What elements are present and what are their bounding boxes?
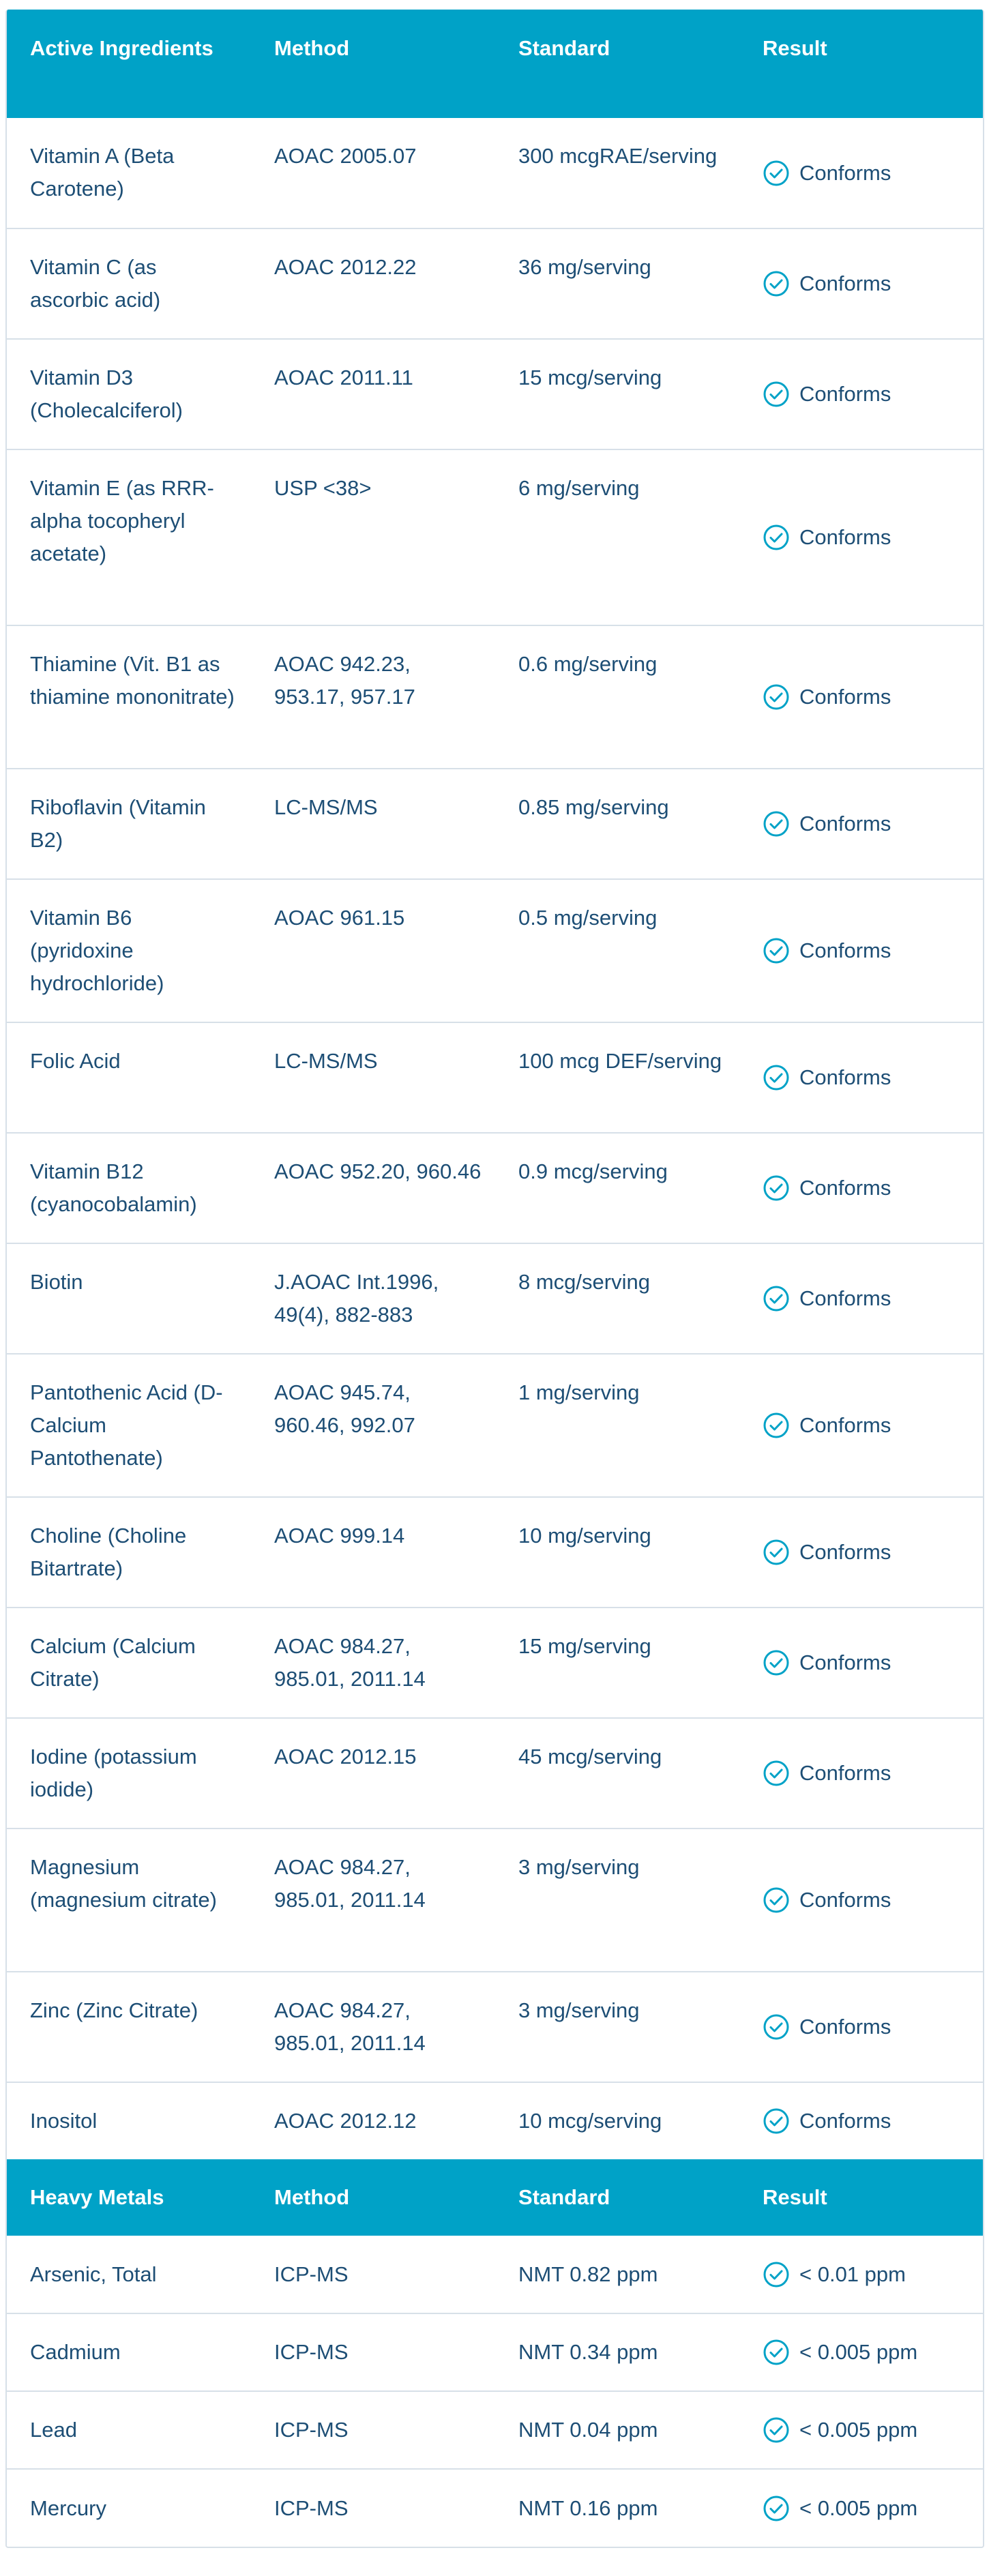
result-value bbox=[763, 1172, 972, 1204]
table-row bbox=[7, 2082, 984, 2159]
result-text: Conforms bbox=[799, 525, 891, 549]
ingredient-name: Folic Acid bbox=[7, 1022, 251, 1133]
ingredient-name: Arsenic, Total bbox=[30, 2262, 157, 2286]
ingredient-name: Vitamin A (Beta Carotene) bbox=[30, 144, 175, 201]
method-cell: LC-MS/MS bbox=[251, 1022, 495, 1133]
result-text: < 0.005 ppm bbox=[799, 2496, 918, 2520]
result-cell bbox=[739, 2082, 984, 2159]
result-value bbox=[763, 2105, 972, 2137]
check-circle-icon bbox=[763, 1649, 790, 1676]
ingredient-name: Vitamin B6 (pyridoxine hydrochloride) bbox=[7, 879, 251, 1022]
result-value bbox=[763, 1061, 972, 1094]
result-cell bbox=[739, 1608, 984, 1718]
table-row bbox=[7, 1243, 984, 1354]
check-circle-icon bbox=[763, 2107, 790, 2135]
result-cell bbox=[739, 1497, 984, 1608]
header-method: Method bbox=[251, 2159, 495, 2236]
result-cell bbox=[739, 879, 984, 1022]
result-cell bbox=[739, 2313, 984, 2391]
result-value bbox=[763, 2492, 972, 2525]
result-cell bbox=[739, 1354, 984, 1497]
result-text: Conforms bbox=[799, 1413, 891, 1437]
table-row bbox=[7, 1829, 984, 1972]
result-text: Conforms bbox=[799, 382, 891, 406]
ingredient-name: Cadmium bbox=[7, 2313, 251, 2391]
check-circle-icon bbox=[763, 1064, 790, 1091]
method-cell: AOAC 984.27, 985.01, 2011.14 bbox=[251, 1608, 495, 1718]
check-circle-icon bbox=[763, 937, 790, 964]
standard-cell: 0.5 mg/serving bbox=[495, 879, 739, 1022]
ingredient-name: Magnesium (magnesium citrate) bbox=[7, 1829, 251, 1972]
result-text: Conforms bbox=[799, 2015, 891, 2039]
result-cell bbox=[739, 1972, 984, 2082]
ingredient-name: Thiamine (Vit. B1 as thiamine mononitrate) bbox=[7, 625, 251, 769]
method-cell: ICP-MS bbox=[251, 2469, 495, 2547]
check-circle-icon bbox=[763, 2495, 790, 2522]
standard-cell: 0.85 mg/serving bbox=[495, 769, 739, 879]
result-value bbox=[763, 2336, 972, 2369]
result-value bbox=[763, 1409, 972, 1442]
standard-cell: NMT 0.34 ppm bbox=[495, 2313, 739, 2391]
method-cell: AOAC 2005.07 bbox=[274, 144, 417, 168]
result-value bbox=[763, 2258, 972, 2291]
method-cell: USP <38> bbox=[251, 449, 495, 625]
method-cell: ICP-MS bbox=[251, 2313, 495, 2391]
check-circle-icon bbox=[763, 1285, 790, 1312]
result-cell bbox=[739, 625, 984, 769]
standard-cell: 45 mcg/serving bbox=[495, 1718, 739, 1829]
result-text: Conforms bbox=[799, 1540, 891, 1564]
result-value bbox=[763, 521, 972, 554]
result-cell bbox=[739, 1022, 984, 1133]
method-cell: AOAC 984.27, 985.01, 2011.14 bbox=[251, 1972, 495, 2082]
table-row bbox=[7, 1718, 984, 1829]
standard-cell: 15 mg/serving bbox=[495, 1608, 739, 1718]
check-circle-icon bbox=[763, 1886, 790, 1914]
check-circle-icon bbox=[763, 683, 790, 711]
header-result: Result bbox=[739, 10, 984, 118]
standard-cell: 3 mg/serving bbox=[495, 1972, 739, 2082]
method-cell: AOAC 2012.15 bbox=[251, 1718, 495, 1829]
header-active-ingredients: Active Ingredients bbox=[7, 10, 251, 118]
check-circle-icon bbox=[763, 524, 790, 551]
result-value bbox=[763, 1536, 972, 1569]
result-text: < 0.005 ppm bbox=[799, 2340, 918, 2364]
check-circle-icon bbox=[763, 1539, 790, 1566]
check-circle-icon bbox=[763, 270, 790, 297]
result-cell bbox=[739, 118, 984, 228]
result-cell bbox=[739, 1829, 984, 1972]
ingredient-name: Vitamin C (as ascorbic acid) bbox=[7, 228, 251, 339]
result-cell bbox=[739, 769, 984, 879]
result-text: Conforms bbox=[799, 1650, 891, 1674]
result-text: Conforms bbox=[799, 812, 891, 835]
table-row bbox=[7, 2313, 984, 2391]
method-cell: AOAC 942.23, 953.17, 957.17 bbox=[251, 625, 495, 769]
table-row bbox=[7, 1022, 984, 1133]
standard-cell: 6 mg/serving bbox=[495, 449, 739, 625]
header-heavy-metals: Heavy Metals bbox=[7, 2159, 251, 2236]
result-value bbox=[763, 681, 972, 713]
table-row bbox=[7, 339, 984, 449]
result-cell bbox=[739, 2236, 984, 2313]
standard-cell: 100 mcg DEF/serving bbox=[495, 1022, 739, 1133]
check-circle-icon bbox=[763, 381, 790, 408]
method-cell: J.AOAC Int.1996, 49(4), 882-883 bbox=[251, 1243, 495, 1354]
standard-cell: 0.9 mcg/serving bbox=[495, 1133, 739, 1243]
ingredient-name: Vitamin B12 (cyanocobalamin) bbox=[7, 1133, 251, 1243]
result-text: Conforms bbox=[799, 1888, 891, 1912]
header-result: Result bbox=[739, 2159, 984, 2236]
standard-cell: 1 mg/serving bbox=[495, 1354, 739, 1497]
method-cell: ICP-MS bbox=[251, 2391, 495, 2469]
standard-cell: 3 mg/serving bbox=[495, 1829, 739, 1972]
result-text: < 0.005 ppm bbox=[799, 2418, 918, 2442]
result-text: Conforms bbox=[799, 1065, 891, 1089]
standard-cell: 0.6 mg/serving bbox=[495, 625, 739, 769]
standard-cell: 10 mg/serving bbox=[495, 1497, 739, 1608]
result-cell bbox=[739, 449, 984, 625]
standard-cell: NMT 0.04 ppm bbox=[495, 2391, 739, 2469]
result-value bbox=[763, 1757, 972, 1790]
result-value bbox=[763, 378, 972, 411]
check-circle-icon bbox=[763, 2339, 790, 2366]
table-row bbox=[7, 625, 984, 769]
result-value bbox=[763, 1282, 972, 1315]
result-text: Conforms bbox=[799, 2109, 891, 2133]
result-value bbox=[763, 934, 972, 967]
table-row bbox=[7, 1972, 984, 2082]
ingredient-name: Mercury bbox=[7, 2469, 251, 2547]
result-cell bbox=[739, 2469, 984, 2547]
result-text: Conforms bbox=[799, 1761, 891, 1785]
table-row bbox=[7, 2469, 984, 2547]
ingredients-body bbox=[7, 118, 984, 2159]
table-row bbox=[7, 2391, 984, 2469]
table-row bbox=[7, 1354, 984, 1497]
result-text: Conforms bbox=[799, 685, 891, 709]
check-circle-icon bbox=[763, 160, 790, 187]
header-standard: Standard bbox=[495, 10, 739, 118]
table-row bbox=[7, 2236, 984, 2313]
result-cell bbox=[739, 2391, 984, 2469]
result-value bbox=[763, 1646, 972, 1679]
standard-cell: 8 mcg/serving bbox=[495, 1243, 739, 1354]
method-cell: LC-MS/MS bbox=[251, 769, 495, 879]
ingredients-header bbox=[7, 10, 984, 118]
method-cell: AOAC 2011.11 bbox=[251, 339, 495, 449]
ingredient-name: Calcium (Calcium Citrate) bbox=[7, 1608, 251, 1718]
ingredient-name: Zinc (Zinc Citrate) bbox=[7, 1972, 251, 2082]
standard-cell: NMT 0.16 ppm bbox=[495, 2469, 739, 2547]
check-circle-icon bbox=[763, 2013, 790, 2041]
standard-cell: 300 mcgRAE/serving bbox=[518, 144, 718, 168]
standard-cell: 15 mcg/serving bbox=[495, 339, 739, 449]
result-cell bbox=[739, 1718, 984, 1829]
ingredient-name: Lead bbox=[7, 2391, 251, 2469]
result-text: Conforms bbox=[799, 271, 891, 295]
header-method: Method bbox=[251, 10, 495, 118]
ingredient-name: Pantothenic Acid (D-Calcium Pantothenate) bbox=[7, 1354, 251, 1497]
table-row bbox=[7, 228, 984, 339]
result-cell bbox=[739, 1133, 984, 1243]
ingredient-name: Choline (Choline Bitartrate) bbox=[7, 1497, 251, 1608]
table-row bbox=[7, 449, 984, 625]
table-row bbox=[7, 118, 984, 228]
method-cell: AOAC 2012.22 bbox=[251, 228, 495, 339]
result-cell bbox=[739, 1243, 984, 1354]
table-row bbox=[7, 1497, 984, 1608]
table-row bbox=[7, 1608, 984, 1718]
result-value bbox=[763, 157, 972, 190]
result-value bbox=[763, 2011, 972, 2043]
header-standard: Standard bbox=[495, 2159, 739, 2236]
check-circle-icon bbox=[763, 1174, 790, 1202]
table-row bbox=[7, 1133, 984, 1243]
check-circle-icon bbox=[763, 810, 790, 838]
metals-header bbox=[7, 2159, 984, 2236]
result-cell bbox=[739, 228, 984, 339]
method-cell: AOAC 952.20, 960.46 bbox=[251, 1133, 495, 1243]
check-circle-icon bbox=[763, 1412, 790, 1439]
method-cell: ICP-MS bbox=[274, 2262, 349, 2286]
result-text: Conforms bbox=[799, 160, 891, 185]
method-cell: AOAC 961.15 bbox=[251, 879, 495, 1022]
results-table bbox=[7, 10, 984, 2547]
result-text: < 0.01 ppm bbox=[799, 2262, 906, 2286]
result-value bbox=[763, 267, 972, 300]
method-cell: AOAC 2012.12 bbox=[251, 2082, 495, 2159]
ingredient-name: Vitamin E (as RRR-alpha tocopheryl acetate) bbox=[7, 449, 251, 625]
method-cell: AOAC 984.27, 985.01, 2011.14 bbox=[251, 1829, 495, 1972]
ingredient-name: Biotin bbox=[7, 1243, 251, 1354]
method-cell: AOAC 945.74, 960.46, 992.07 bbox=[251, 1354, 495, 1497]
standard-cell: 36 mg/serving bbox=[495, 228, 739, 339]
ingredient-name: Riboflavin (Vitamin B2) bbox=[7, 769, 251, 879]
result-text: Conforms bbox=[799, 1176, 891, 1200]
result-value bbox=[763, 1884, 972, 1916]
result-value bbox=[763, 808, 972, 840]
table-row bbox=[7, 769, 984, 879]
metals-body bbox=[7, 2236, 984, 2547]
check-circle-icon bbox=[763, 2261, 790, 2288]
method-cell: AOAC 999.14 bbox=[251, 1497, 495, 1608]
standard-cell: 10 mcg/serving bbox=[495, 2082, 739, 2159]
ingredient-name: Vitamin D3 (Cholecalciferol) bbox=[7, 339, 251, 449]
check-circle-icon bbox=[763, 2416, 790, 2444]
check-circle-icon bbox=[763, 1760, 790, 1787]
result-cell bbox=[739, 339, 984, 449]
results-table-container bbox=[5, 10, 984, 2548]
result-text: Conforms bbox=[799, 1286, 891, 1310]
test-results bbox=[5, 10, 984, 2548]
ingredient-name: Inositol bbox=[7, 2082, 251, 2159]
result-value bbox=[763, 2414, 972, 2446]
standard-cell: NMT 0.82 ppm bbox=[518, 2262, 658, 2286]
table-row bbox=[7, 879, 984, 1022]
result-text: Conforms bbox=[799, 938, 891, 962]
ingredient-name: Iodine (potassium iodide) bbox=[7, 1718, 251, 1829]
